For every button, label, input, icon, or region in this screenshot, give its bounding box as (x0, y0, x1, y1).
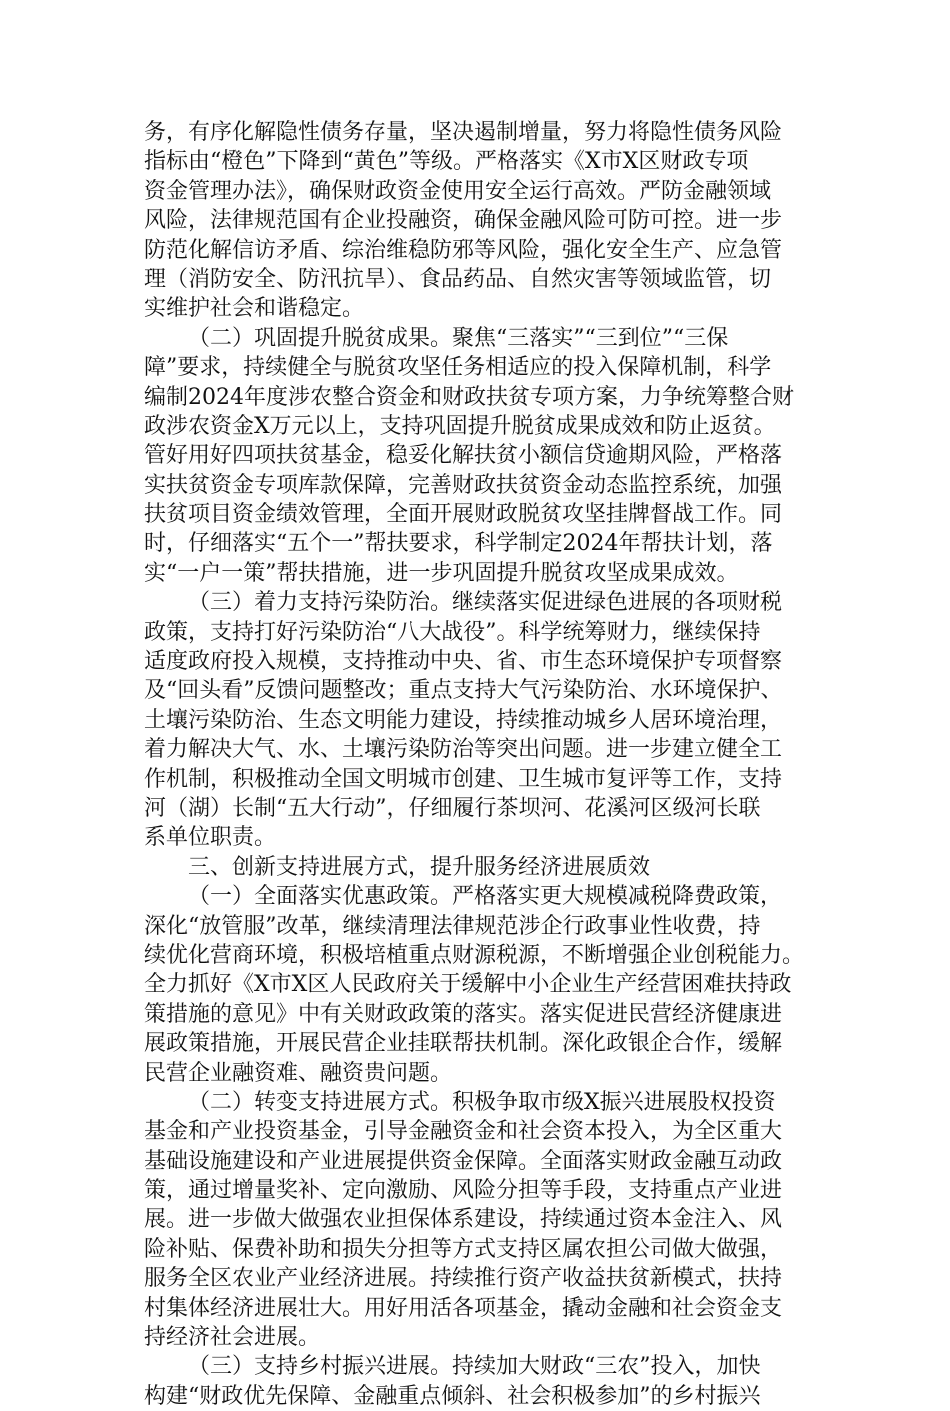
text-line: 河（湖）长制“五大行动”，仔细履行茶坝河、花溪河区级河长联 (144, 795, 761, 821)
text-line: 风险，法律规范国有企业投融资，确保金融风险可防可控。进一步 (144, 208, 783, 234)
text-line: 持经济社会进展。 (144, 1325, 321, 1351)
text-line: 编制2024年度涉农整合资金和财政扶贫专项方案，力争统筹整合财 (144, 384, 794, 410)
text-line: 险补贴、保费补助和损失分担等方式支持区属农担公司做大做强， (144, 1236, 783, 1262)
text-line: 构建“财政优先保障、金融重点倾斜、社会积极参加”的乡村振兴 (144, 1383, 761, 1409)
text-line: 展。进一步做大做强农业担保体系建设，持续通过资本金注入、风 (144, 1207, 783, 1233)
text-line: 展政策措施，开展民营企业挂联帮扶机制。深化政银企合作，缓解 (144, 1031, 783, 1057)
text-line: （一）全面落实优惠政策。严格落实更大规模减税降费政策， (188, 884, 783, 910)
text-line: 策措施的意见》中有关财政政策的落实。落实促进民营经济健康进 (144, 1001, 783, 1027)
text-line: 土壤污染防治、生态文明能力建设，持续推动城乡人居环境治理， (144, 707, 783, 733)
text-line: 政策，支持打好污染防治“八大战役”。科学统筹财力，继续保持 (144, 619, 761, 645)
text-line: 策，通过增量奖补、定向激励、风险分担等手段，支持重点产业进 (144, 1178, 783, 1204)
text-line: 政涉农资金X万元以上，支持巩固提升脱贫成果成效和防止返贫。 (144, 413, 776, 439)
text-line: （二）巩固提升脱贫成果。聚焦“三落实”“三到位”“三保 (188, 325, 729, 351)
text-line: 适度政府投入规模，支持推动中央、省、市生态环境保护专项督察 (144, 649, 783, 675)
text-line: 村集体经济进展壮大。用好用活各项基金，撬动金融和社会资金支 (144, 1295, 783, 1321)
text-line: 扶贫项目资金绩效管理，全面开展财政脱贫攻坚挂牌督战工作。同 (144, 502, 783, 528)
text-line: （二）转变支持进展方式。积极争取市级X振兴进展股权投资 (188, 1089, 776, 1115)
text-line: 务，有序化解隐性债务存量，坚决遏制增量，努力将隐性债务风险 (144, 120, 783, 145)
text-line: （三）支持乡村振兴进展。持续加大财政“三农”投入，加快 (188, 1354, 761, 1380)
text-line: 三、创新支持进展方式，提升服务经济进展质效 (188, 854, 651, 880)
text-line: 民营企业融资难、融资贵问题。 (144, 1060, 453, 1086)
text-line: （三）着力支持污染防治。继续落实促进绿色进展的各项财税 (188, 590, 783, 616)
text-line: 时，仔细落实“五个一”帮扶要求，科学制定2024年帮扶计划，落 (144, 531, 773, 557)
text-line: 管好用好四项扶贫基金，稳妥化解扶贫小额信贷逾期风险，严格落 (144, 443, 783, 469)
text-line: 实维护社会和谐稳定。 (144, 296, 365, 322)
text-line: 防范化解信访矛盾、综治维稳防邪等风险，强化安全生产、应急管 (144, 237, 783, 263)
text-line: 及“回头看”反馈问题整改；重点支持大气污染防治、水环境保护、 (144, 678, 783, 704)
text-line: 着力解决大气、水、土壤污染防治等突出问题。进一步建立健全工 (144, 737, 783, 763)
text-line: 实扶贫资金专项库款保障，完善财政扶贫资金动态监控系统，加强 (144, 472, 783, 498)
text-line: 续优化营商环境，积极培植重点财源税源，不断增强企业创税能力。 (144, 942, 805, 968)
text-line: 资金管理办法》，确保财政资金使用安全运行高效。严防金融领域 (144, 178, 772, 204)
text-line: 基金和产业投资基金，引导金融资金和社会资本投入，为全区重大 (144, 1119, 783, 1145)
text-line: 实“一户一策”帮扶措施，进一步巩固提升脱贫攻坚成果成效。 (144, 560, 739, 586)
text-line: 服务全区农业产业经济进展。持续推行资产收益扶贫新模式，扶持 (144, 1266, 783, 1292)
text-line: 基础设施建设和产业进展提供资金保障。全面落实财政金融互动政 (144, 1148, 783, 1174)
text-line: 理（消防安全、防汛抗旱）、食品药品、自然灾害等领域监管，切 (144, 266, 772, 292)
document-body (144, 118, 808, 1411)
text-line: 全力抓好《X市X区人民政府关于缓解中小企业生产经营困难扶持政 (144, 972, 792, 998)
text-line: 指标由“橙色”下降到“黄色”等级。严格落实《X市X区财政专项 (144, 149, 749, 175)
text-line: 深化“放管服”改革，继续清理法律规范涉企行政事业性收费，持 (144, 913, 761, 939)
text-line: 障”要求，持续健全与脱贫攻坚任务相适应的投入保障机制，科学 (144, 355, 772, 381)
text-line: 系单位职责。 (144, 825, 277, 851)
text-line: 作机制，积极推动全国文明城市创建、卫生城市复评等工作，支持 (144, 766, 783, 792)
